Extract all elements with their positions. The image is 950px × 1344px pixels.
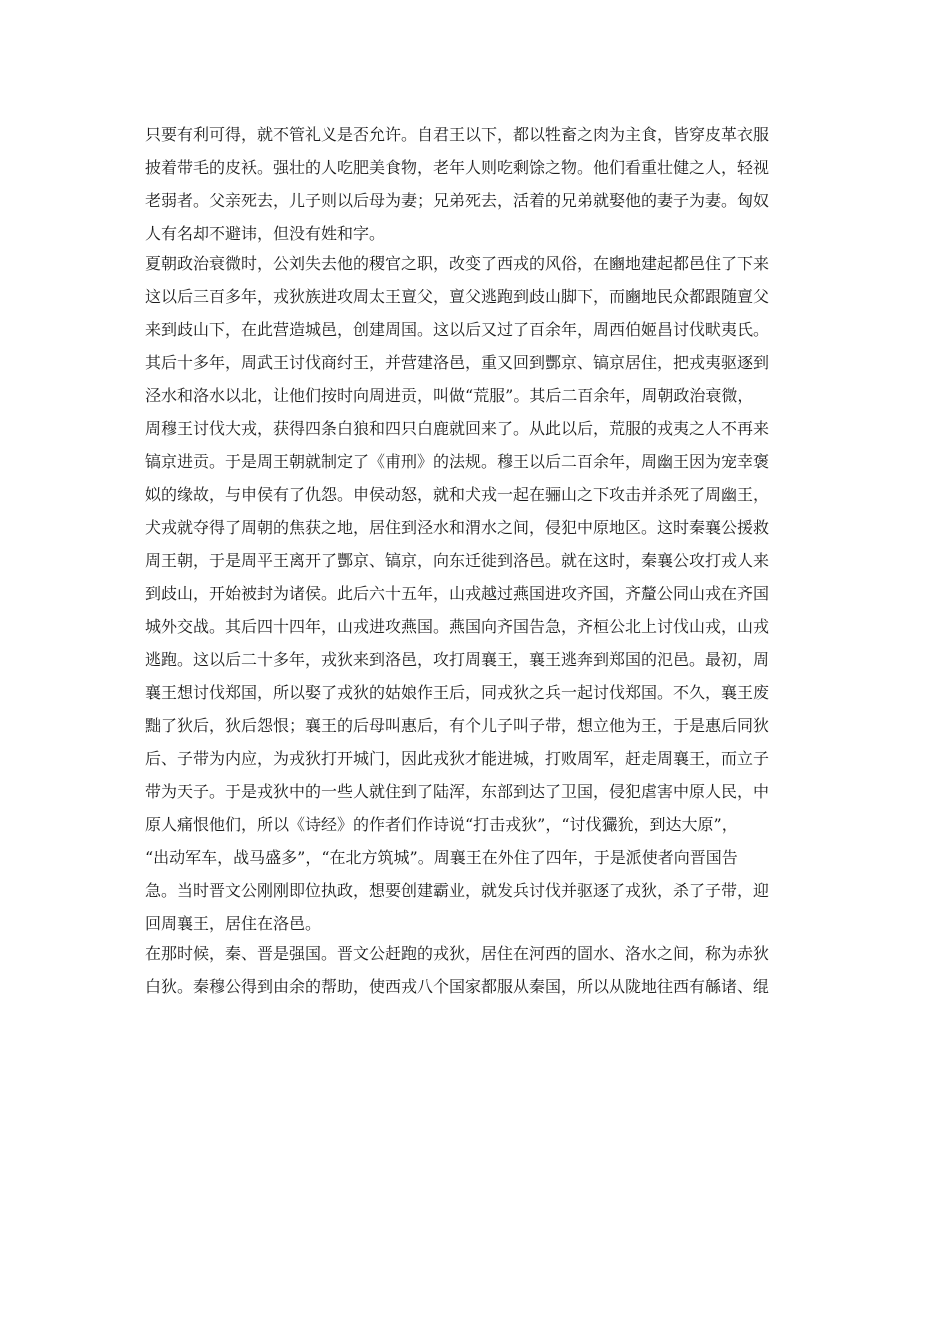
text-line: 姒的缘故，与申侯有了仇怨。申侯动怒，就和犬戎一起在骊山之下攻击并杀死了周幽王， (145, 485, 770, 504)
text-line: 镐京进贡。于是周王朝就制定了《甫刑》的法规。穆王以后二百余年，周幽王因为宠幸褒 (145, 452, 770, 471)
text-line: 犬戎就夺得了周朝的焦获之地，居住到泾水和渭水之间，侵犯中原地区。这时秦襄公援救 (145, 518, 770, 537)
text-line: 后、子带为内应，为戎狄打开城门，因此戎狄才能进城，打败周军，赶走周襄王，而立子 (145, 749, 770, 768)
text-line: “出动军车，战马盛多”，“在北方筑城”。周襄王在外住了四年，于是派使者向晋国告 (145, 848, 738, 867)
text-line: 带为天子。于是戎狄中的一些人就住到了陆浑，东部到达了卫国，侵犯虐害中原人民，中 (145, 782, 770, 801)
text-line: 只要有利可得，就不管礼义是否允许。自君王以下，都以牲畜之肉为主食，皆穿皮革衣服 (145, 125, 770, 144)
text-line: 白狄。秦穆公得到由余的帮助，使西戎八个国家都服从秦国，所以从陇地往西有緜诸、绲 (145, 977, 770, 996)
text-line: 黜了狄后，狄后怨恨；襄王的后母叫惠后，有个儿子叫子带，想立他为王，于是惠后同狄 (145, 716, 770, 735)
text-line: 襄王想讨伐郑国，所以娶了戎狄的姑娘作王后，同戎狄之兵一起讨伐郑国。不久，襄王废 (145, 683, 770, 702)
text-line: 回周襄王，居住在洛邑。 (145, 914, 322, 933)
text-line: 周王朝，于是周平王离开了酆京、镐京，向东迁徙到洛邑。就在这时，秦襄公攻打戎人来 (145, 551, 770, 570)
text-line: 周穆王讨伐大戎，获得四条白狼和四只白鹿就回来了。从此以后，荒服的戎夷之人不再来 (145, 419, 770, 438)
text-line: 泾水和洛水以北，让他们按时向周进贡，叫做“荒服”。其后二百余年，周朝政治衰微， (145, 386, 754, 405)
text-line: 城外交战。其后四十四年，山戎进攻燕国。燕国向齐国告急，齐桓公北上讨伐山戎，山戎 (145, 617, 770, 636)
text-line: 披着带毛的皮袄。强壮的人吃肥美食物，老年人则吃剩馀之物。他们看重壮健之人，轻视 (145, 158, 770, 177)
text-line: 人有名却不避讳，但没有姓和字。 (145, 224, 386, 243)
text-line: 到歧山，开始被封为诸侯。此后六十五年，山戎越过燕国进攻齐国，齐釐公同山戎在齐国 (145, 584, 770, 603)
text-line: 逃跑。这以后二十多年，戎狄来到洛邑，攻打周襄王，襄王逃奔到郑国的氾邑。最初，周 (145, 650, 770, 669)
text-line: 急。当时晋文公刚刚即位执政，想要创建霸业，就发兵讨伐并驱逐了戎狄，杀了子带，迎 (145, 881, 770, 900)
text-line: 原人痛恨他们，所以《诗经》的作者们作诗说“打击戎狄”，“讨伐玁狁，到达大原”， (145, 815, 738, 834)
text-line: 其后十多年，周武王讨伐商纣王，并营建洛邑，重又回到酆京、镐京居住，把戎夷驱逐到 (145, 353, 770, 372)
text-line: 夏朝政治衰微时，公刘失去他的稷官之职，改变了西戎的风俗，在豳地建起都邑住了下来 (145, 254, 770, 273)
body-text (145, 118, 815, 1003)
text-line: 来到歧山下，在此营造城邑，创建周国。这以后又过了百余年，周西伯姬昌讨伐畎夷氏。 (145, 320, 770, 339)
text-line: 在那时候，秦、晋是强国。晋文公赶跑的戎狄，居住在河西的圁水、洛水之间，称为赤狄 (145, 944, 770, 963)
text-line: 老弱者。父亲死去，儿子则以后母为妻；兄弟死去，活着的兄弟就娶他的妻子为妻。匈奴 (145, 191, 770, 210)
text-line: 这以后三百多年，戎狄族进攻周太王亶父，亶父逃跑到歧山脚下，而豳地民众都跟随亶父 (145, 287, 770, 306)
